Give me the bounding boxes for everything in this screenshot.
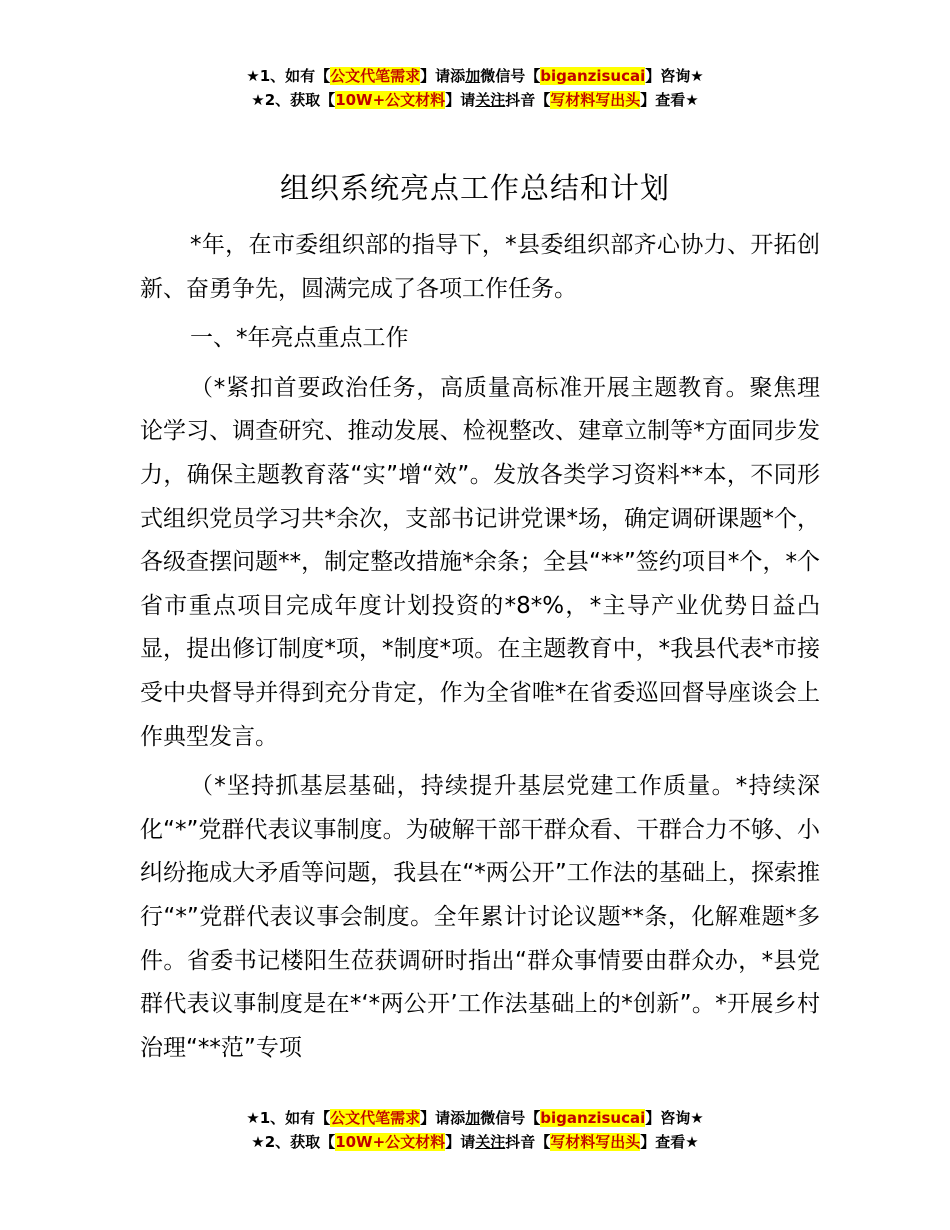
promo-highlight: 10W+公文材料 — [335, 91, 446, 109]
section-heading: 一、*年亮点重点工作 — [190, 325, 409, 352]
promo-line-1: ★1、如有【公文代笔需求】请添加微信号【biganzisucai】咨询★ — [246, 67, 704, 85]
document-title: 组织系统亮点工作总结和计划 — [279, 171, 670, 205]
footer-promo-banner — [0, 1106, 950, 1154]
promo-highlight: 公文代笔需求 — [330, 1109, 421, 1127]
promo-highlight: biganzisucai — [540, 1109, 646, 1127]
promo-highlight: 写材料写出头 — [550, 1133, 641, 1151]
promo-highlight: 10W+公文材料 — [335, 1133, 446, 1151]
promo-line-2: ★2、获取【10W+公文材料】请关注抖音【写材料写出头】查看★ — [251, 91, 699, 109]
promo-highlight: biganzisucai — [540, 67, 646, 85]
body-paragraph: （*坚持抓基层基础，持续提升基层党建工作质量。*持续深化“*”党群代表议事制度。为破解干部干群众看、干群合力不够、小纠纷拖成大矛盾等问题，我县在“*两公开”工作法的基础上，探索推行“*”党群代表议事会制度。全年累计讨论议题**条，化解难题*多件。省委书记楼阳生莅获调研时指出“群众事情要由群众办，*县党群代表议事制度是在*‘*两公开’工作法基础上的*创新”。*开展乡村治理“**范”专项 — [140, 773, 820, 1061]
header-promo-banner — [0, 64, 950, 112]
promo-highlight: 公文代笔需求 — [330, 67, 421, 85]
intro-paragraph: *年，在市委组织部的指导下，*县委组织部齐心协力、开拓创新、奋勇争先，圆满完成了各项工作任务。 — [140, 232, 820, 302]
promo-line-2: ★2、获取【10W+公文材料】请关注抖音【写材料写出头】查看★ — [251, 1133, 699, 1151]
document-body — [140, 224, 820, 1076]
body-paragraph: （*紧扣首要政治任务，高质量高标准开展主题教育。聚焦理论学习、调查研究、推动发展、检视整改、建章立制等*方面同步发力，确保主题教育落“实”增“效”。发放各类学习资料**本，不同形式组织党员学习共*余次，支部书记讲党课*场，确定调研课题*个，各级查摆问题**，制定整改措施*余条；全县“**”签约项目*个，*个省市重点项目完成年度计划投资的*8*%，*主导产业优势日益凸显，提出修订制度*项，*制度*项。在主题教育中，*我县代表*市接受中央督导并得到充分肯定，作为全省唯*在省委巡回督导座谈会上作典型发言。 — [140, 374, 820, 750]
promo-line-1: ★1、如有【公文代笔需求】请添加微信号【biganzisucai】咨询★ — [246, 1109, 704, 1127]
promo-highlight: 写材料写出头 — [550, 91, 641, 109]
